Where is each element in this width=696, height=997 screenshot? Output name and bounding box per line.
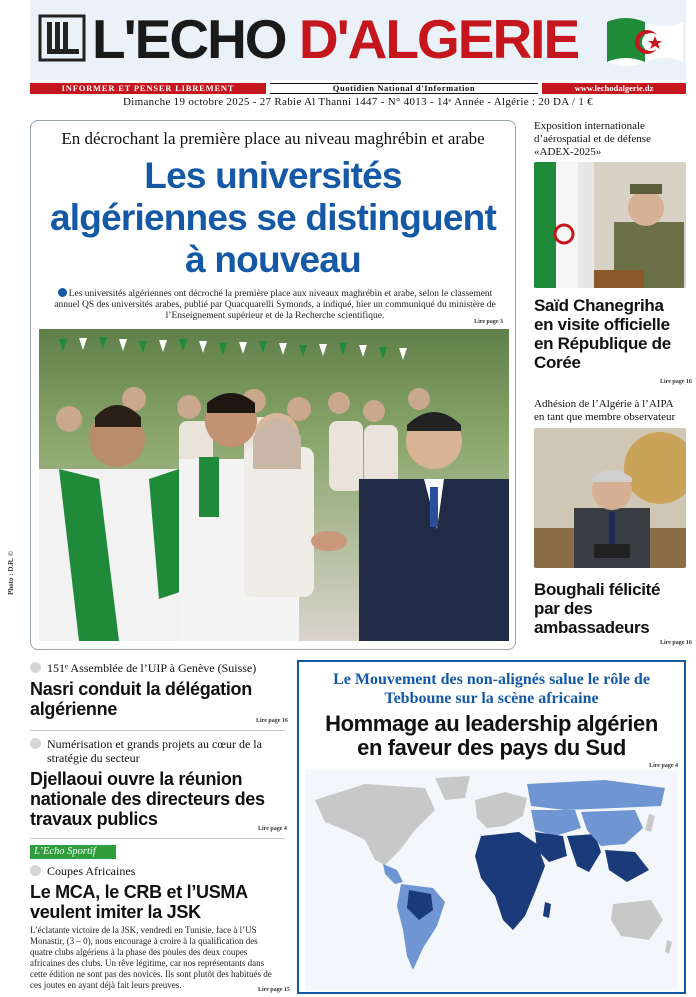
- lead-headline-line: Les universités: [144, 155, 402, 196]
- right-story-1-kicker: Exposition internationale d’aérospatial et de défense «ADEX-2025»: [534, 120, 651, 158]
- bullet-icon: [58, 288, 67, 297]
- bottom-story-2[interactable]: [30, 737, 285, 829]
- bullet-icon: [30, 865, 41, 876]
- lead-headline-line: algériennes se distinguent: [50, 197, 496, 238]
- feature-headline-line: en faveur des pays du Sud: [357, 735, 626, 760]
- right-story-1-photo: [534, 162, 686, 288]
- feature-read-more[interactable]: Lire page 4: [649, 763, 678, 769]
- bottom-story-2-kicker-text: Numérisation et grands projets au cœur de la stratégie du secteur: [47, 737, 262, 765]
- right-story-2-read-more[interactable]: Lire page 16: [660, 640, 692, 646]
- bottom-story-3-kicker-text: Coupes Africaines: [47, 864, 136, 878]
- newspaper-title: [92, 4, 578, 74]
- right-story-2-kicker: Adhésion de l’Algérie à l’AIPA en tant que membre observateur: [534, 398, 676, 423]
- bottom-story-2-kicker: [30, 737, 285, 765]
- bottom-story-3[interactable]: [30, 864, 285, 922]
- bottom-story-1[interactable]: [30, 661, 285, 719]
- world-map: [305, 770, 678, 990]
- newspaper-logo-icon: [38, 14, 88, 62]
- divider: [30, 730, 285, 731]
- right-story-1-read-more[interactable]: Lire page 16: [660, 379, 692, 385]
- tagline-bar: [30, 83, 686, 94]
- right-story-2-kicker-wrap: [534, 398, 686, 424]
- bottom-story-3-read-more[interactable]: Lire page 15: [258, 987, 290, 993]
- newspaper-title-part2: D'ALGERIE: [298, 8, 579, 70]
- lead-headline-line: à nouveau: [185, 239, 361, 280]
- lead-summary-text: Les universités algériennes ont décroché la première place aux niveaux maghrébin et arabe, selon le classement annuel QS des universités arabes, publié par Quacquarelli Symonds, a indiqué, hier un communiqué du ministère de l’Enseignement supérieur et de la Recherche scientifique.: [54, 289, 496, 321]
- dateline: Dimanche 19 octobre 2025 - 27 Rabie Al Thanni 1447 - N° 4013 - 14ᵉ Année - Algérie : 20 DA / 1 €: [123, 96, 593, 108]
- divider: [30, 838, 285, 839]
- bottom-story-1-headline: Nasri conduit la délégation algérienne: [30, 679, 252, 719]
- right-story-1[interactable]: [534, 296, 686, 372]
- bullet-icon: [30, 738, 41, 749]
- algerian-flag-icon: [605, 12, 685, 68]
- bottom-story-3-headline: Le MCA, le CRB et l’USMA veulent imiter la JSK: [30, 882, 248, 922]
- right-story-1-kicker-wrap: [534, 120, 686, 159]
- photo-credit: Photo : D.R. ©: [7, 551, 15, 595]
- right-story-1-headline: Saïd Chanegriha en visite officielle en République de Corée: [534, 296, 671, 372]
- right-story-2-headline: Boughali félicité par des ambassadeurs: [534, 580, 661, 637]
- bottom-story-1-kicker-text: 151ᵉ Assemblée de l’UIP à Genève (Suisse): [47, 661, 257, 675]
- bottom-story-3-body: L’éclatante victoire de la JSK, vendredi en Tunisie, face à l’US Monastir, (3 – 0), nous encourage à croire à la qualification des quatre clubs algériens à la phase des poules des deux coupes africaines des clubs. Un rêve légitime, car nos représentants dans cette édition ne sont pas des novices. Ils sont plutôt des habitués de ces joutes en ayant déjà fait leurs preuves.: [30, 925, 272, 990]
- lead-summary: [45, 288, 505, 322]
- lead-photo: [39, 329, 509, 641]
- masthead: [30, 0, 686, 80]
- lead-story[interactable]: [30, 120, 516, 650]
- feature-story[interactable]: [297, 660, 686, 994]
- right-story-2-photo: [534, 428, 686, 568]
- bottom-story-2-headline: Djellaoui ouvre la réunion nationale des directeurs des travaux publics: [30, 769, 265, 829]
- sport-section-tag[interactable]: L’Echo Sportif: [30, 845, 116, 859]
- bottom-story-2-read-more[interactable]: Lire page 4: [258, 826, 287, 832]
- feature-kicker: Le Mouvement des non-alignés salue le rôle de Tebboune sur la scène africaine: [333, 671, 650, 707]
- bullet-icon: [30, 662, 41, 673]
- bottom-story-1-read-more[interactable]: Lire page 16: [256, 718, 288, 724]
- right-story-2[interactable]: [534, 580, 686, 637]
- website-link[interactable]: www.lechodalgerie.dz: [542, 83, 686, 94]
- feature-headline-line: Hommage au leadership algérien: [325, 711, 658, 736]
- lead-kicker: En décrochant la première place au niveau maghrébin et arabe: [61, 129, 485, 148]
- lead-read-more[interactable]: Lire page 3: [474, 319, 503, 325]
- bottom-story-1-kicker: [30, 661, 285, 675]
- feature-headline: [299, 712, 684, 760]
- lead-headline: [31, 155, 515, 281]
- newspaper-title-part1: L'ECHO: [92, 8, 299, 70]
- tagline-mid: Quotidien National d'Information: [270, 83, 538, 94]
- tagline-left: INFORMER ET PENSER LIBREMENT: [30, 83, 266, 94]
- bottom-story-3-kicker: [30, 864, 285, 878]
